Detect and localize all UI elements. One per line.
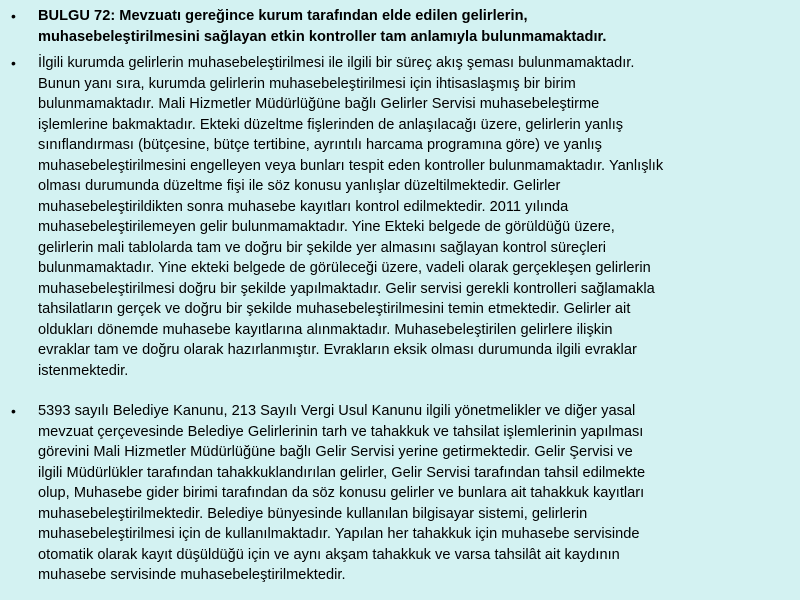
text-line: muhasebeleştirilmesi doğru bir şekilde yapılmaktadır. Gelir servisi gerekli kontrolleri sağlamakla	[38, 280, 655, 297]
text-line: bulunmamaktadır. Mali Hizmetler Müdürlüğüne bağlı Gelirler Servisi muhasebeleştirme	[38, 96, 600, 112]
text-line: muhasebeleştirilmesini engelleyen veya bunları tespit eden kontroller bulunmamaktadır. Yanlışlık	[38, 157, 664, 174]
text-line: olup, Muhasebe gider birimi tarafından da söz konusu gelirler ve bunlara ait tahakkuk kayıtları	[38, 485, 645, 501]
text-line: muhasebeleştirilmektedir. Belediye bünyesinde kullanılan bilgisayar sistemi, gelirlerin	[38, 505, 588, 522]
text-line: muhasebeleştirilemeyen gelir bulunmamaktadır. Yine Ekteki belgede de görüldüğü üzere,	[38, 219, 615, 235]
text-line: görevini Mali Hizmetler Müdürlüğüne bağlı Gelir Servisi yerine getirmektedir. Gelir Şervisi ve	[38, 444, 633, 460]
bullet-icon: •	[11, 403, 16, 419]
text-line: İlgili kurumda gelirlerin muhasebeleştirilmesi ile ilgili bir süreç akış şeması bulunmamaktadır.	[38, 55, 635, 71]
explanation-paragraph-text	[38, 53, 794, 381]
text-line: istenmektedir.	[38, 362, 129, 379]
text-line: sınıflandırması (bütçesine, bütçe tertibine, ayrıntılı harcama programına göre) ve yanlış	[38, 137, 602, 153]
legal-basis-paragraph-text	[38, 401, 794, 586]
text-line: evraklar tam ve doğru olarak hazırlanmıştır. Evrakların eksik olması durumunda ilgili evraklar	[38, 342, 637, 358]
text-line: işlemlerine bakmaktadır. Ekteki düzeltme fişlerinden de anlaşılacağı üzere, gelirlerin yanlış	[38, 116, 624, 133]
text-line: ilgili Müdürlükler tarafından tahakkuklandırılan gelirler, Gelir Servisi tarafından tahsil edilmekte	[38, 464, 646, 481]
text-line: BULGU 72: Mevzuatı gereğince kurum tarafından elde edilen gelirlerin,	[38, 8, 528, 24]
text-line: mevzuat çerçevesinde Belediye Gelirlerinin tarh ve tahakkuk ve tahsilat işlemlerinin yapılması	[38, 423, 644, 440]
text-line: muhasebeleştirilmesi için de kullanılmaktadır. Yapılan her tahakkuk için muhasebe servisinde	[38, 526, 640, 542]
text-line: muhasebeleştirilmesini sağlayan etkin kontroller tam anlamıyla bulunmamaktadır.	[38, 28, 607, 45]
bullet-icon: •	[11, 55, 16, 71]
text-line: otomatik olarak kayıt düşüldüğü için ve aynı akşam tahakkuk ve varsa tahsilât ait kaydının	[38, 546, 620, 563]
finding-heading-text	[38, 6, 794, 47]
text-line: tahsilatların gerçek ve doğru bir şekilde muhasebeleştirilmesini temin etmektedir. Gelirler ait	[38, 301, 631, 317]
text-line: muhasebeleştirildikten sonra muhasebe kayıtları kontrol edilmektedir. 2011 yılında	[38, 198, 569, 215]
text-line: oldukları dönemde muhasebe kayıtlarına alınmaktadır. Muhasebeleştirilen gelirlere ilişkin	[38, 321, 613, 338]
text-line: 5393 sayılı Belediye Kanunu, 213 Sayılı Vergi Usul Kanunu ilgili yönetmelikler ve diğer yasal	[38, 403, 636, 419]
text-line: olması durumunda düzeltme fişi ile söz konusu yanlışlar düzeltilmektedir. Gelirler	[38, 178, 561, 194]
text-line: gelirlerin mali tablolarda tam ve doğru bir şekilde yer almasını sağlayan kontrol süreçleri	[38, 239, 606, 256]
text-line: bulunmamaktadır. Yine ekteki belgede de görüleceği üzere, vadeli olarak gerçekleşen gelirlerin	[38, 260, 651, 276]
text-line: Bunun yanı sıra, kurumda gelirlerin muhasebeleştirilmesi için ihtisaslaşmış bir birim	[38, 75, 576, 92]
bullet-icon: •	[11, 8, 16, 24]
text-line: muhasebe servisinde muhasebeleştirilmektedir.	[38, 567, 346, 583]
